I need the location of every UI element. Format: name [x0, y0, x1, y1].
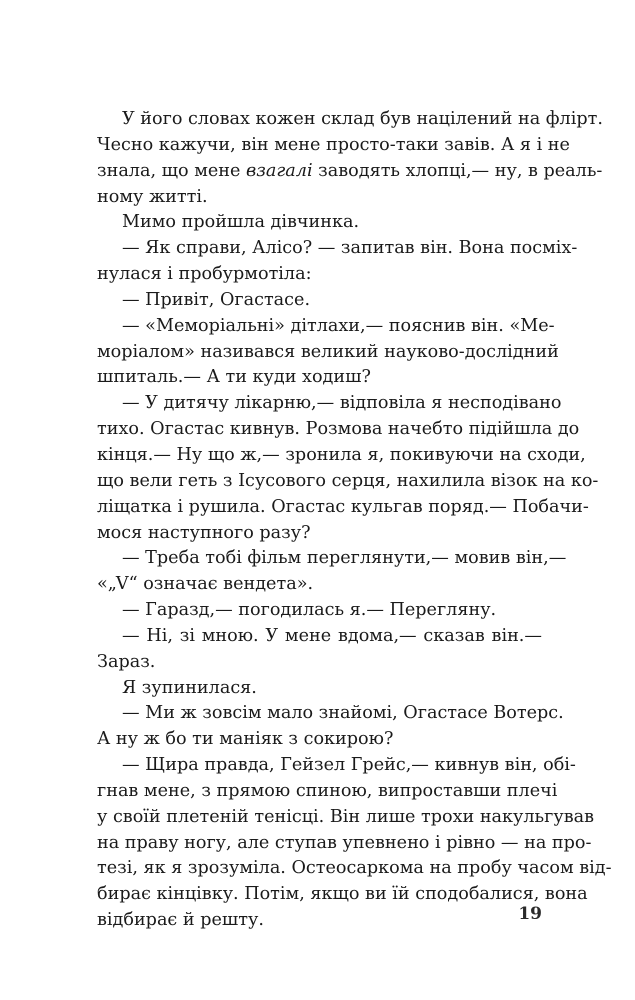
page-number: 19	[518, 904, 542, 924]
text-line: — Привіт, Огастасе.	[122, 289, 311, 310]
text-line: гнав мене, з прямою спиною, випроставши плечі	[97, 780, 558, 801]
emphasized-word: взагалі	[246, 160, 313, 181]
text-line: моріалом» називався великий науково-дослідний	[97, 341, 559, 362]
text-line: ліщатка і рушила. Огастас кульгав поряд.— Побачи-	[97, 496, 589, 517]
text-line: — Ні, зі мною. У мене вдома,— сказав він.—	[122, 625, 542, 646]
text-line: тихо. Огастас кивнув. Розмова начебто підійшла до	[97, 419, 580, 440]
text-line: — Гаразд,— погодилась я.— Перегляну.	[122, 600, 497, 621]
text-line: тезі, як я зрозуміла. Остеосаркома на пробу часом від-	[97, 858, 612, 879]
text-line: — Щира правда, Гейзел Грейс,— кивнув він, обі-	[122, 755, 576, 776]
text-line: У його словах кожен склад був націлений на флірт.	[122, 109, 603, 129]
text-line	[97, 159, 603, 185]
text-line: бирає кінцівку. Потім, якщо ви їй сподобалися, вона	[97, 884, 588, 905]
text-line: шпиталь.— А ти куди ходиш?	[97, 367, 371, 388]
text-run: заводять хлопці,— ну, в реаль-	[312, 160, 603, 181]
body-text	[97, 107, 612, 934]
text-line: — Як справи, Алісо? — запитав він. Вона посміх-	[122, 238, 578, 259]
text-line: — У дитячу лікарню,— відповіла я несподівано	[122, 393, 562, 414]
text-line: відбирає й решту.	[97, 910, 264, 931]
text-line: ному житті.	[97, 186, 208, 207]
text-line: — «Меморіальні» дітлахи,— пояснив він. «Ме-	[122, 315, 555, 336]
text-line: Зараз.	[97, 651, 156, 672]
text-line: нулася і пробурмотіла:	[97, 264, 312, 285]
text-line: А ну ж бо ти маніяк з сокирою?	[97, 729, 394, 750]
text-line: кінця.— Ну що ж,— зронила я, покивуючи на сходи,	[97, 444, 586, 465]
text-line: що вели геть з Ісусового серця, нахилила візок на ко-	[97, 470, 599, 491]
text-line: на праву ногу, але ступав упевнено і рівно — на про-	[97, 832, 592, 853]
text-line: Мимо пройшла дівчинка.	[122, 212, 360, 233]
text-line: — Ми ж зовсім мало знайомі, Огастасе Вотерс.	[122, 703, 564, 724]
text-line: у своїй плетеній тенісці. Він лише трохи накульгував	[97, 806, 595, 827]
text-line: Я зупинилася.	[122, 677, 257, 698]
text-line: «„V“ означає вендета».	[97, 574, 314, 595]
text-run: знала, що мене	[97, 160, 247, 181]
text-line: — Треба тобі фільм переглянути,— мовив він,—	[122, 548, 567, 569]
text-line: Чесно кажучи, він мене просто-таки завів. А я і не	[97, 134, 570, 155]
text-line: мося наступного разу?	[97, 522, 311, 543]
